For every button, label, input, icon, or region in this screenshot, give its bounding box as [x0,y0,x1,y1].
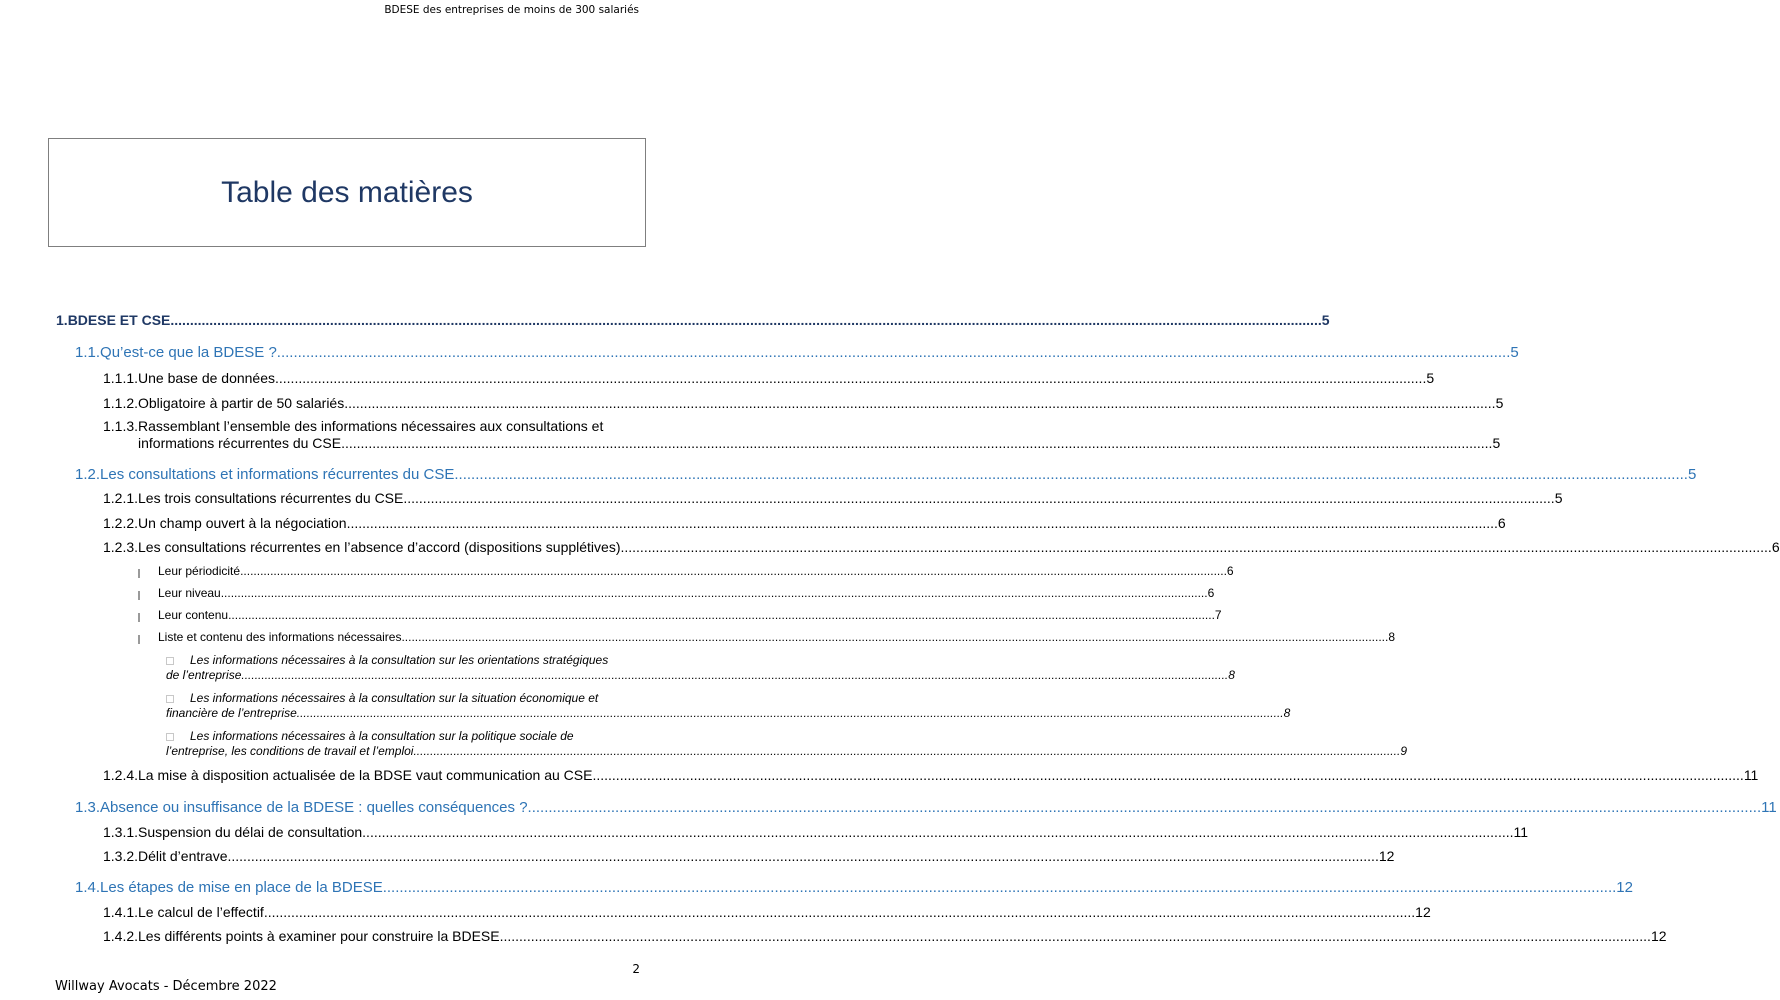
footer-text: Willway Avocats - Décembre 2022 [55,979,277,994]
checkbox-bullet-icon [166,695,174,703]
toc-number: 1.1.1. [103,370,139,386]
toc-leader [454,466,1688,483]
toc-number: 1.2.1. [103,490,139,506]
toc-label: Les trois consultations récurrentes du CSE [138,490,404,506]
toc-page: 5 [1687,466,1697,483]
toc-subitem-1-line1[interactable] [166,653,608,668]
checkbox-bullet-icon [166,657,174,665]
toc-subitem-2-line2[interactable] [166,706,1291,721]
toc-page: 8 [1388,630,1396,644]
toc-page: 8 [1283,706,1291,720]
toc-entry-1-1-1[interactable] [103,370,1435,386]
toc-subitem-2-line1[interactable] [166,691,598,706]
toc-number: 1.4.2. [103,928,139,944]
toc-label: Les consultations et informations récurrentes du CSE [100,466,455,483]
toc-page: 11 [1513,824,1529,840]
toc-label: Qu’est-ce que la BDESE ? [100,344,277,361]
checkbox-bullet-icon [166,733,174,741]
toc-entry-1-1-3[interactable] [103,418,639,434]
toc-label: Suspension du délai de consultation [138,824,363,840]
toc-entry-1-4[interactable] [75,879,1633,896]
toc-page: 5 [1510,344,1519,361]
toc-bullet-contenu[interactable] [138,608,1222,622]
toc-label: Absence ou insuffisance de la BDESE : quelles conséquences ? [100,799,528,816]
toc-subitem-3-line1[interactable] [166,729,574,744]
toc-page: 7 [1214,608,1222,622]
toc-leader [403,490,1554,506]
toc-leader [277,344,1511,361]
toc-label: BDESE ET CSE [67,312,171,328]
toc-bullet-liste[interactable] [138,630,1396,644]
toc-entry-1-1-3-cont[interactable] [138,435,1501,451]
toc-label: Leur périodicité [158,564,241,578]
toc-leader [620,539,1771,555]
toc-number: 1.2.4. [103,767,139,783]
toc-leader [383,879,1617,896]
toc-page: 9 [1400,744,1407,758]
toc-page: 12 [1616,879,1633,896]
toc-entry-1-2-1[interactable] [103,490,1563,506]
toc-entry-1-2[interactable] [75,466,1697,483]
toc-page: 11 [1761,799,1777,816]
toc-leader [228,848,1379,864]
page-number: 2 [632,962,640,976]
toc-label: Les consultations récurrentes en l’absence d’accord (dispositions supplétives) [138,539,621,555]
toc-number: 1.3.1. [103,824,139,840]
checkbox-bullet-icon [138,591,140,600]
toc-leader [170,312,1321,328]
toc-label: Les étapes de mise en place de la BDESE [100,879,383,896]
toc-page: 5 [1495,395,1504,411]
toc-entry-1[interactable] [56,312,1330,328]
toc-page: 5 [1554,490,1563,506]
toc-number: 1.4.1. [103,904,139,920]
running-header: BDESE des entreprises de moins de 300 salariés [384,4,639,16]
toc-label: La mise à disposition actualisée de la BDSE vaut communication au CSE [138,767,593,783]
toc-leader [221,586,1208,600]
toc-page: 12 [1415,904,1431,920]
toc-label: Leur contenu [158,608,229,622]
toc-leader [275,370,1426,386]
checkbox-bullet-icon [138,635,140,644]
toc-leader [413,744,1400,759]
toc-page: 12 [1378,848,1395,864]
toc-label: Liste et contenu des informations nécessaires [158,630,402,644]
toc-leader [297,706,1284,721]
toc-leader [264,904,1415,920]
toc-label: Délit d’entrave [138,848,228,864]
toc-subitem-1-line2[interactable] [166,668,1235,683]
toc-number: 1.2.3. [103,539,139,555]
page-title: Table des matières [221,175,473,209]
toc-leader [228,608,1215,622]
toc-page: 5 [1321,312,1330,328]
toc-number: 1.3.2. [103,848,139,864]
toc-page: 5 [1426,370,1435,386]
toc-label: Les informations nécessaires à la consultation sur les orientations stratégiques [190,653,609,667]
toc-page: 6 [1497,515,1506,531]
toc-label: Une base de données [138,370,275,386]
toc-number: 1.1. [75,344,101,361]
toc-entry-1-2-2[interactable] [103,515,1506,531]
toc-entry-1-4-2[interactable] [103,928,1667,944]
toc-label: financière de l’entreprise [166,706,297,720]
toc-leader [344,395,1495,411]
toc-leader [592,767,1743,783]
toc-label: Les informations nécessaires à la consultation sur la politique sociale de [190,729,574,743]
toc-leader [241,668,1228,683]
toc-label: Leur niveau [158,586,221,600]
toc-leader [401,630,1388,644]
toc-label: Un champ ouvert à la négociation [138,515,347,531]
toc-leader [362,824,1513,840]
toc-entry-1-3-1[interactable] [103,824,1529,840]
toc-label: Les informations nécessaires à la consultation sur la situation économique et [190,691,599,705]
toc-number: 1.1.2. [103,395,139,411]
toc-entry-1-4-1[interactable] [103,904,1431,920]
toc-label: Rassemblant l’ensemble des informations nécessaires aux consultations et [138,418,604,434]
toc-page: 8 [1228,668,1235,682]
toc-label: informations récurrentes du CSE [138,435,342,451]
toc-entry-1-1[interactable] [75,344,1519,361]
toc-label: Les différents points à examiner pour construire la BDESE [138,928,500,944]
toc-label: l’entreprise, les conditions de travail et l’emploi [166,744,414,758]
checkbox-bullet-icon [138,569,140,578]
toc-bullet-periodicite[interactable] [138,564,1234,578]
checkbox-bullet-icon [138,613,140,622]
toc-leader [528,799,1762,816]
toc-page: 12 [1650,928,1667,944]
toc-leader [347,515,1498,531]
toc-number: 1.3. [75,799,101,816]
toc-page: 6 [1207,586,1215,600]
toc-page: 11 [1743,767,1759,783]
toc-entry-1-2-3[interactable] [103,539,1780,555]
toc-subitem-3-line2[interactable] [166,744,1407,759]
toc-number: 1.2. [75,466,101,483]
toc-page: 5 [1492,435,1501,451]
toc-number: 1. [56,312,68,328]
toc-leader [240,564,1227,578]
toc-entry-1-2-4[interactable] [103,767,1759,783]
toc-bullet-niveau[interactable] [138,586,1215,600]
toc-page: 6 [1771,539,1780,555]
toc-number: 1.4. [75,879,101,896]
toc-label: Obligatoire à partir de 50 salariés [138,395,345,411]
toc-number: 1.2.2. [103,515,139,531]
toc-leader [341,435,1492,451]
toc-label: Le calcul de l’effectif [138,904,264,920]
toc-label: de l’entreprise [166,668,242,682]
toc-entry-1-3[interactable] [75,799,1777,816]
toc-page: 6 [1226,564,1234,578]
toc-leader [500,928,1651,944]
toc-entry-1-1-2[interactable] [103,395,1504,411]
toc-number: 1.1.3. [103,418,139,434]
toc-entry-1-3-2[interactable] [103,848,1395,864]
